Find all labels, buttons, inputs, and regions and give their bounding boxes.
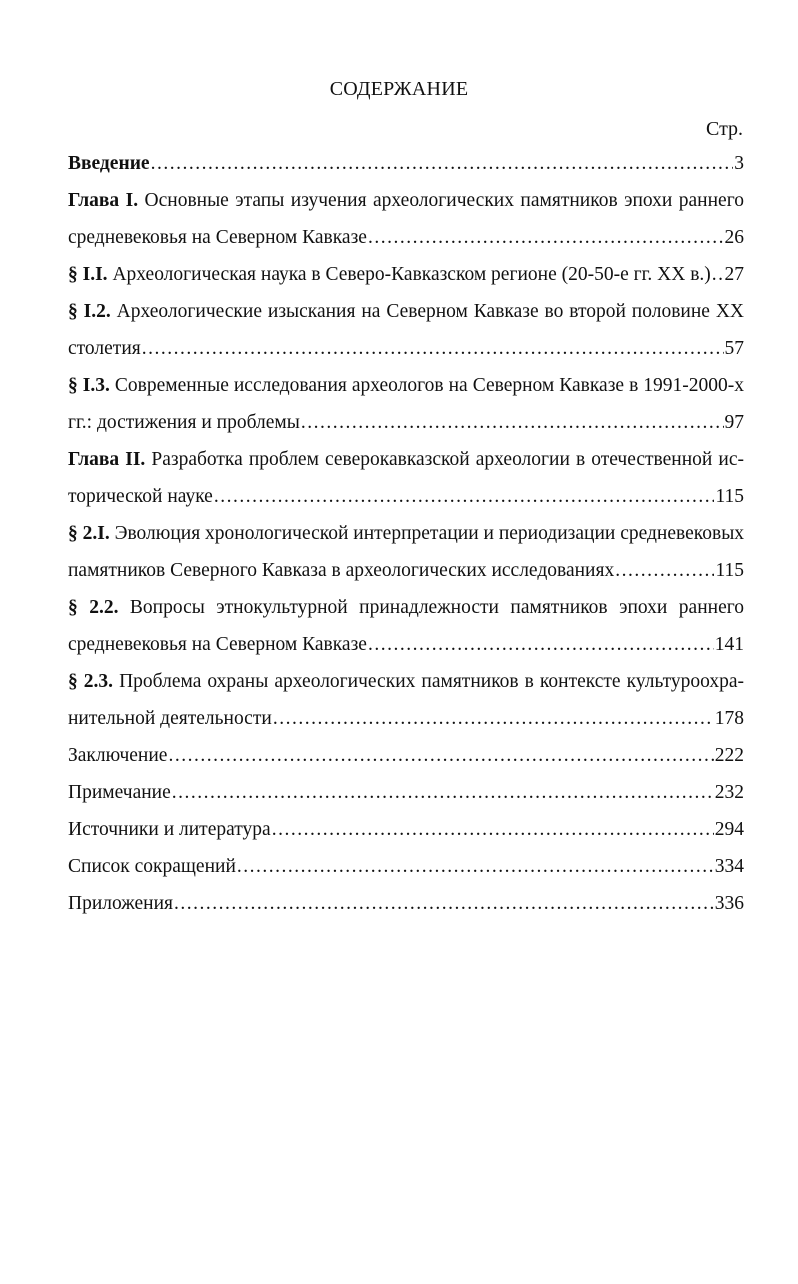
toc-entry-label: § I.I. xyxy=(68,264,108,285)
toc-entry-label: § I.3. xyxy=(68,375,110,396)
dot-leader xyxy=(237,854,714,880)
toc-page-number: 141 xyxy=(714,634,744,655)
toc-entry-chapter-1[interactable] xyxy=(68,188,744,225)
dot-leader xyxy=(168,743,713,769)
toc-entry-section-2-3[interactable] xyxy=(68,669,744,706)
toc-entry-chapter-2-cont[interactable] xyxy=(68,484,744,521)
toc-entry-title-cont: гг.: достижения и проблемы xyxy=(68,412,300,433)
table-of-contents xyxy=(68,151,744,928)
page-column-label: Стр. xyxy=(706,118,744,140)
toc-entry-section-1-3[interactable] xyxy=(68,373,744,410)
toc-entry-notes[interactable] xyxy=(68,780,744,817)
toc-entry-title: Эволюция хронологической интерпретации и периодизации средневековых xyxy=(114,523,745,544)
dot-leader xyxy=(151,151,734,177)
toc-page-number: 178 xyxy=(714,708,744,729)
dot-leader xyxy=(172,780,714,806)
toc-page-number: 232 xyxy=(714,782,744,803)
toc-entry-title: Введение xyxy=(68,153,150,174)
toc-entry-title: Основные этапы изучения археологических памятников эпохи раннего xyxy=(144,190,744,211)
toc-entry-title: Археологические изыскания на Северном Кавказе во второй половине XX xyxy=(116,301,745,322)
toc-page-number: 115 xyxy=(715,560,744,581)
dot-leader xyxy=(368,225,724,251)
toc-entry-section-2-2-cont[interactable] xyxy=(68,632,744,669)
toc-page-number: 97 xyxy=(724,412,744,433)
toc-entry-title: Археологическая наука в Северо-Кавказском регионе (20-50-е гг. XX в.) xyxy=(112,264,711,285)
toc-page-number: 294 xyxy=(714,819,744,840)
dot-leader xyxy=(273,706,714,732)
toc-entry-label: § 2.3. xyxy=(68,671,114,692)
toc-entry-section-2-1-cont[interactable] xyxy=(68,558,744,595)
toc-entry-appendices[interactable] xyxy=(68,891,744,928)
toc-entry-title-cont: торической науке xyxy=(68,486,213,507)
toc-entry-introduction[interactable] xyxy=(68,151,744,188)
toc-page-number: 334 xyxy=(714,856,744,877)
toc-entry-title: Проблема охраны археологических памятников в контексте культуроохра- xyxy=(119,671,745,692)
dot-leader xyxy=(174,891,714,917)
toc-entry-title-cont: средневековья на Северном Кавказе xyxy=(68,227,367,248)
page-title: СОДЕРЖАНИЕ xyxy=(329,78,469,100)
toc-entry-section-2-2[interactable] xyxy=(68,595,744,632)
toc-page-number: 26 xyxy=(724,227,744,248)
toc-entry-title: Примечание xyxy=(68,782,171,803)
toc-page-number: 222 xyxy=(714,745,744,766)
toc-entry-abbreviations[interactable] xyxy=(68,854,744,891)
dot-leader xyxy=(615,558,714,584)
toc-entry-title: Заключение xyxy=(68,745,168,766)
dot-leader xyxy=(368,632,714,658)
toc-entry-title-cont: памятников Северного Кавказа в археологических исследованиях xyxy=(68,560,615,581)
toc-entry-section-2-1[interactable] xyxy=(68,521,744,558)
toc-page-number: 57 xyxy=(724,338,744,359)
toc-entry-chapter-1-cont[interactable] xyxy=(68,225,744,262)
toc-entry-title: Приложения xyxy=(68,893,173,914)
toc-page-number: 115 xyxy=(715,486,744,507)
toc-page-number: 27 xyxy=(724,264,744,285)
toc-page-number: 336 xyxy=(714,893,744,914)
toc-entry-sources[interactable] xyxy=(68,817,744,854)
dot-leader xyxy=(712,262,724,288)
toc-entry-title: Разработка проблем северокавказской археологии в отечественной ис- xyxy=(151,449,745,470)
toc-entry-section-1-3-cont[interactable] xyxy=(68,410,744,447)
toc-page-number: 3 xyxy=(734,153,744,174)
toc-entry-conclusion[interactable] xyxy=(68,743,744,780)
dot-leader xyxy=(142,336,724,362)
toc-entry-label: Глава I. xyxy=(68,190,139,211)
toc-entry-title: Современные исследования археологов на Северном Кавказе в 1991-2000-х xyxy=(114,375,745,396)
toc-entry-title-cont: средневековья на Северном Кавказе xyxy=(68,634,367,655)
toc-entry-title: Список сокращений xyxy=(68,856,236,877)
dot-leader xyxy=(301,410,724,436)
toc-entry-section-1-1[interactable] xyxy=(68,262,744,299)
toc-entry-section-2-3-cont[interactable] xyxy=(68,706,744,743)
toc-entry-label: § I.2. xyxy=(68,301,111,322)
toc-entry-label: § 2.2. xyxy=(68,597,119,618)
toc-entry-label: Глава II. xyxy=(68,449,146,470)
dot-leader xyxy=(214,484,715,510)
toc-entry-title-cont: нительной деятельности xyxy=(68,708,272,729)
toc-entry-section-1-2[interactable] xyxy=(68,299,744,336)
toc-entry-title: Вопросы этнокультурной принадлежности памятников эпохи раннего xyxy=(129,597,744,618)
toc-entry-section-1-2-cont[interactable] xyxy=(68,336,744,373)
toc-entry-label: § 2.I. xyxy=(68,523,110,544)
toc-entry-chapter-2[interactable] xyxy=(68,447,744,484)
dot-leader xyxy=(272,817,714,843)
toc-entry-title: Источники и литература xyxy=(68,819,271,840)
toc-entry-title-cont: столетия xyxy=(68,338,141,359)
